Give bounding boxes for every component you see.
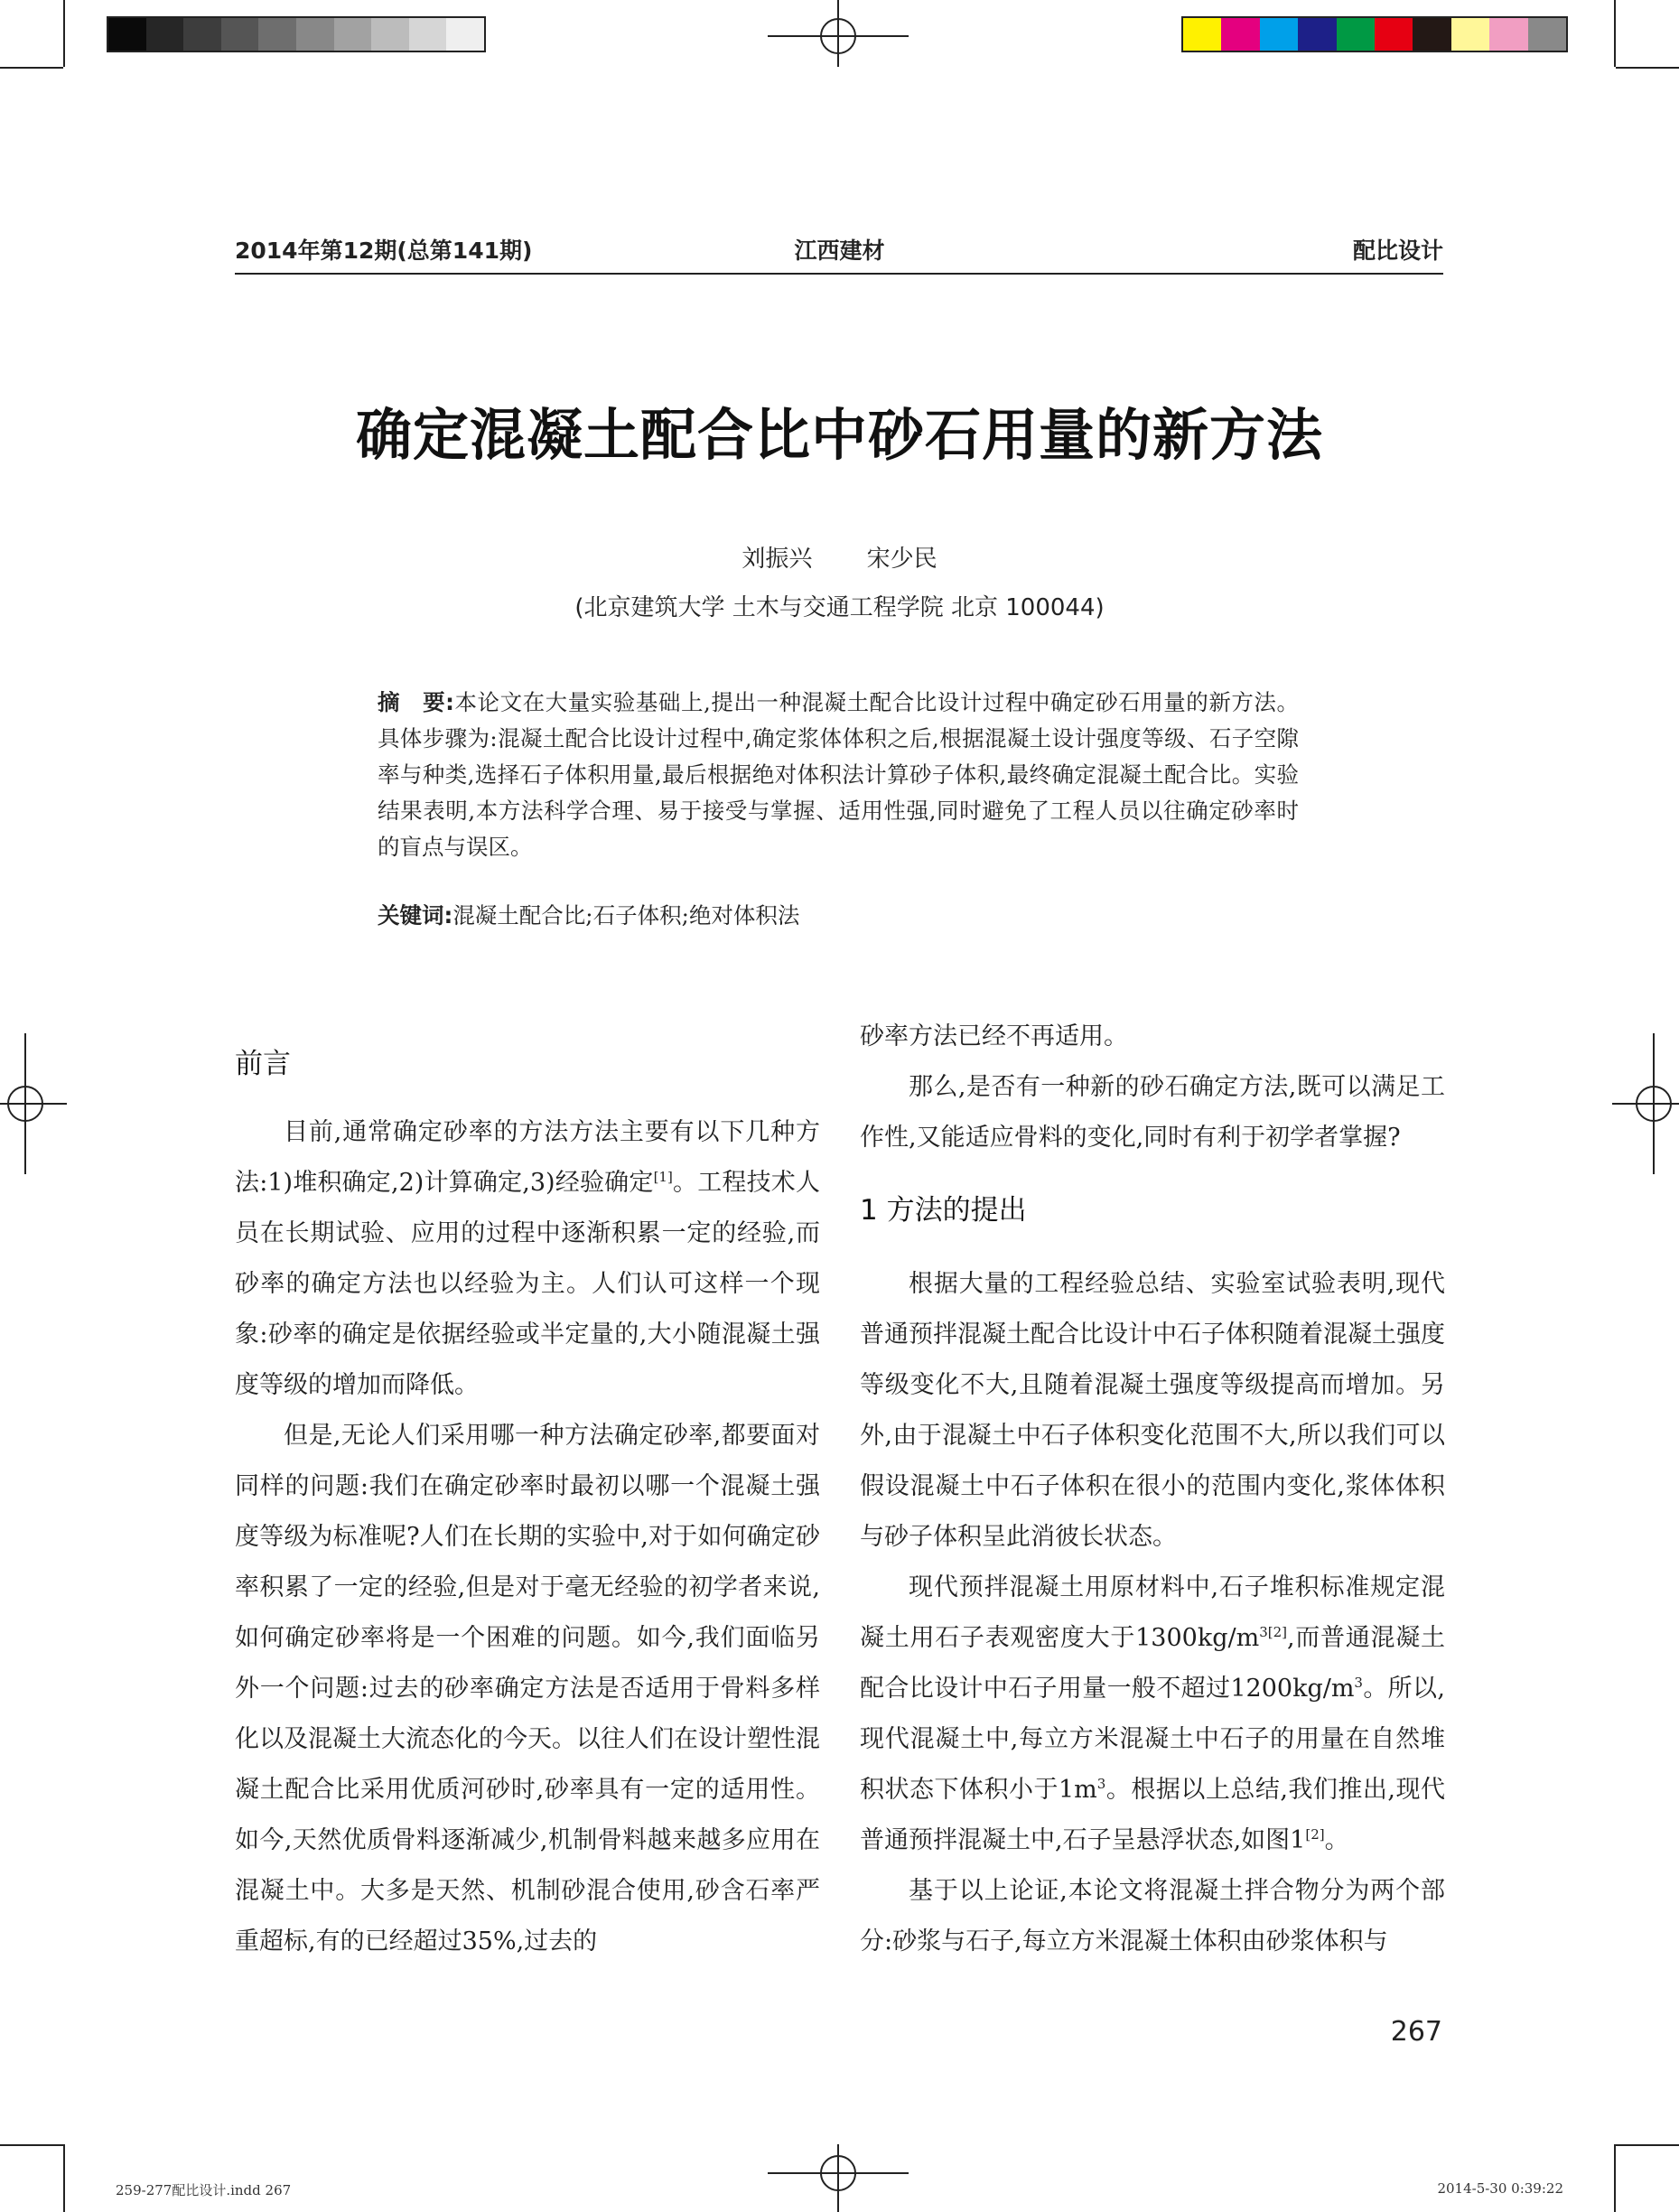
file-slug: 259-277配比设计.indd 267: [116, 2182, 292, 2198]
superscript: 3: [1354, 1675, 1363, 1691]
journal-name: 江西建材: [794, 238, 885, 264]
section-name: 配比设计: [1352, 238, 1443, 264]
gray-swatch: [334, 18, 372, 51]
author-name: 宋少民: [866, 546, 937, 573]
paragraph-text: 。: [1324, 1826, 1349, 1854]
gray-swatch: [446, 18, 484, 51]
gray-swatch: [258, 18, 296, 51]
paragraph: [860, 1563, 1445, 1866]
gray-swatch: [221, 18, 259, 51]
color-swatch: [1260, 18, 1298, 51]
paragraph-continued: 砂率方法已经不再适用。: [860, 1022, 1128, 1050]
color-swatch: [1489, 18, 1527, 51]
paragraph: 那么,是否有一种新的砂石确定方法,既可以满足工作性,又能适应骨料的变化,同时有利于初学者掌握?: [860, 1073, 1445, 1152]
citation[interactable]: [2]: [1305, 1826, 1325, 1843]
article-title: 确定混凝土配合比中砂石用量的新方法: [355, 402, 1323, 468]
superscript: 3: [1259, 1624, 1268, 1640]
paragraph-text: 。所以,现代混凝土中,每立方米混凝土中石子的用量在自然堆积状态下体积小于1m: [860, 1675, 1445, 1804]
keywords-text: 混凝土配合比;石子体积;绝对体积法: [452, 902, 800, 929]
paragraph: 但是,无论人们采用哪一种方法确定砂率,都要面对同样的问题:我们在确定砂率时最初以哪一个混凝土强度等级为标准呢?人们在长期的实验中,对于如何确定砂率积累了一定的经验,但是对于毫无经验的初学者来说,如何确定砂率将是一个困难的问题。如今,我们面临另外一个问题:过去的砂率确定方法是否适用于骨料多样化以及混凝土大流态化的今天。以往人们在设计塑性混凝土配合比采用优质河砂时,砂率具有一定的适用性。如今,天然优质骨料逐渐减少,机制骨料越来越多应用在混凝土中。大多是天然、机制砂混合使用,砂含石率严重超标,有的已经超过35%,过去的: [235, 1422, 820, 1955]
gray-swatch: [371, 18, 409, 51]
paragraph-text: 现代预拌混凝土用原材料中,石子堆积标准规定混凝土用石子表观密度大于1300kg/m: [860, 1573, 1445, 1652]
paragraph-text: 。工程技术人员在长期试验、应用的过程中逐渐积累一定的经验,而砂率的确定方法也以经验为主。人们认可这样一个现象:砂率的确定是依据经验或半定量的,大小随混凝土强度等级的增加而降低。: [235, 1169, 820, 1399]
color-swatch: [1221, 18, 1259, 51]
body-column-right: [860, 1012, 1445, 1967]
color-swatch: [1337, 18, 1375, 51]
section-heading-intro: 前言: [235, 1048, 291, 1080]
paragraph-text: ,而普通混凝土配合比设计中石子用量一般不超过1200kg/m: [860, 1624, 1445, 1703]
color-swatch: [1413, 18, 1450, 51]
color-calibration-bar: [1181, 16, 1568, 52]
paragraph-text: 。根据以上总结,我们推出,现代普通预拌混凝土中,石子呈悬浮状态,如图1: [860, 1776, 1445, 1854]
color-swatch: [1183, 18, 1221, 51]
gray-swatch: [409, 18, 447, 51]
citation[interactable]: [1]: [653, 1169, 673, 1185]
paragraph: 根据大量的工程经验总结、实验室试验表明,现代普通预拌混凝土配合比设计中石子体积随着混凝土强度等级变化不大,且随着混凝土强度等级提高而增加。另外,由于混凝土中石子体积变化范围不大,所以我们可以假设混凝土中石子体积在很小的范围内变化,浆体体积与砂子体积呈此消彼长状态。: [860, 1270, 1445, 1551]
abstract: [378, 685, 1299, 865]
header-rule: [235, 273, 1443, 275]
body-column-left: [235, 1019, 820, 1967]
abstract-text: 本论文在大量实验基础上,提出一种混凝土配合比设计过程中确定砂石用量的新方法。具体步骤为:混凝土配合比设计过程中,确定浆体体积之后,根据混凝土设计强度等级、石子空隙率与种类,选择石子体积用量,最后根据绝对体积法计算砂子体积,最终确定混凝土配合比。实验结果表明,本方法科学合理、易于接受与掌握、适用性强,同时避免了工程人员以往确定砂率时的盲点与误区。: [378, 689, 1299, 860]
gray-swatch: [183, 18, 221, 51]
color-swatch: [1298, 18, 1336, 51]
superscript: 3: [1096, 1776, 1106, 1792]
paragraph: 基于以上论证,本论文将混凝土拌合物分为两个部分:砂浆与石子,每立方米混凝土体积由砂浆体积与: [860, 1877, 1445, 1955]
gray-swatch: [146, 18, 184, 51]
paragraph-text: 目前,通常确定砂率的方法方法主要有以下几种方法:1)堆积确定,2)计算确定,3)经验确定: [235, 1118, 820, 1197]
keywords: [378, 898, 1299, 934]
citation[interactable]: [2]: [1267, 1624, 1287, 1640]
color-swatch: [1451, 18, 1489, 51]
author-list: [0, 540, 1679, 574]
keywords-label: 关键词:: [378, 902, 453, 929]
section-heading-1: 1 方法的提出: [860, 1194, 1027, 1227]
paragraph: [235, 1107, 820, 1411]
color-swatch: [1528, 18, 1566, 51]
gray-swatch: [108, 18, 146, 51]
issue-info: 2014年第12期(总第141期): [235, 238, 533, 264]
gray-swatch: [296, 18, 334, 51]
abstract-label: 摘 要:: [378, 689, 454, 715]
author-name: 刘振兴: [742, 546, 813, 573]
color-swatch: [1375, 18, 1413, 51]
timestamp-slug: 2014-5-30 0:39:22: [1437, 2180, 1563, 2197]
page-number: 267: [1390, 2016, 1442, 2048]
gray-calibration-bar: [107, 16, 486, 52]
author-affiliation: (北京建筑大学 土木与交通工程学院 北京 100044): [574, 594, 1105, 621]
